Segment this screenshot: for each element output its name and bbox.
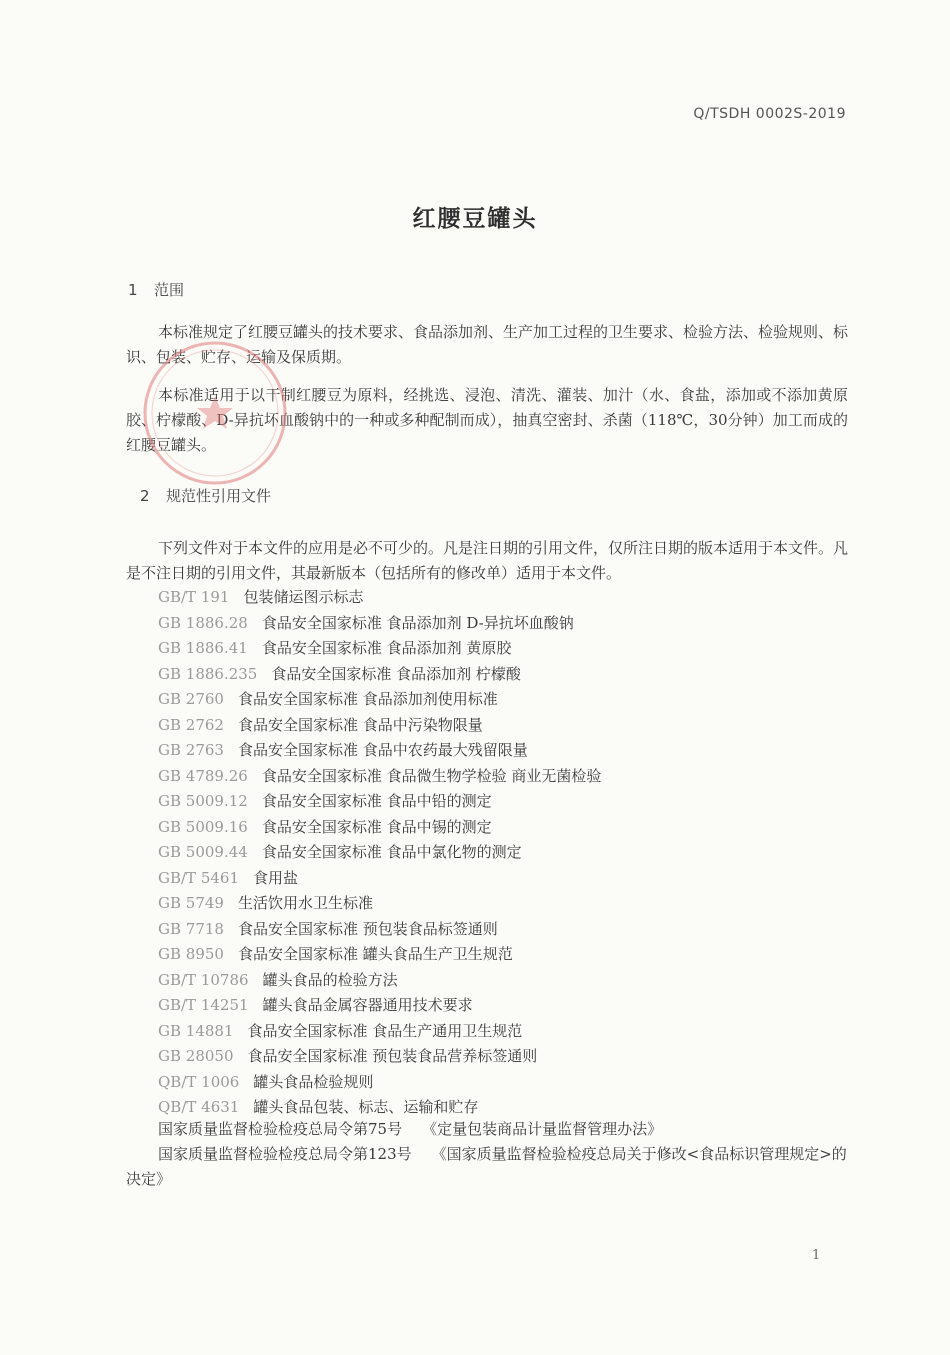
- reference-code: GB/T 14251: [158, 996, 249, 1014]
- reference-item: [158, 636, 848, 662]
- scope-paragraph-2: 本标准适用于以干制红腰豆为原料，经挑选、浸泡、清洗、灌装、加汁（水、食盐，添加或不添加黄原胶、柠檬酸、D-异抗坏血酸钠中的一种或多种配制而成），抽真空密封、杀菌（118℃，30分钟）加工而成的红腰豆罐头。: [126, 386, 848, 454]
- reference-code: QB/T 4631: [158, 1098, 240, 1116]
- decree-123: [126, 1142, 848, 1192]
- reference-name: 食品安全国家标准 罐头食品生产卫生规范: [237, 945, 513, 963]
- reference-name: 包装储运图示标志: [243, 588, 364, 606]
- section-2-title: 规范性引用文件: [166, 487, 272, 505]
- reference-code: GB 7718: [158, 919, 224, 938]
- reference-code: GB 8950: [158, 945, 224, 963]
- reference-item: [158, 585, 848, 611]
- reference-item: [158, 1070, 848, 1096]
- reference-item: [158, 917, 848, 943]
- reference-code: GB 2760: [158, 690, 224, 708]
- reference-item: [158, 840, 848, 866]
- reference-code: GB 2762: [158, 715, 224, 734]
- decree-123-title: 《国家质量监督检验检疫总局关于修改<食品标识管理规定>的决定》: [126, 1145, 847, 1188]
- reference-code: GB 4789.26: [158, 766, 248, 785]
- reference-name: 食品安全国家标准 食品添加剂使用标准: [237, 690, 498, 708]
- reference-name: 罐头食品的检验方法: [262, 970, 398, 989]
- reference-item: [158, 764, 848, 790]
- reference-code: QB/T 1006: [158, 1072, 240, 1091]
- reference-item: [158, 789, 848, 815]
- reference-code: GB 2763: [158, 741, 224, 759]
- reference-name: 罐头食品包装、标志、运输和贮存: [253, 1098, 479, 1116]
- reference-code: GB/T 191: [158, 588, 230, 606]
- reference-name: 食品安全国家标准 预包装食品营养标签通则: [247, 1047, 538, 1065]
- reference-code: GB 1886.235: [158, 664, 258, 683]
- reference-name: 食品安全国家标准 食品添加剂 D-异抗坏血酸钠: [261, 613, 574, 632]
- reference-item: [158, 1044, 848, 1070]
- reference-name: 罐头食品检验规则: [253, 1072, 374, 1091]
- reference-item: [158, 891, 848, 917]
- reference-code: GB 5009.44: [158, 843, 248, 861]
- section-1-heading: [128, 279, 184, 300]
- reference-item: [158, 866, 848, 892]
- reference-name: 食用盐: [253, 868, 299, 887]
- reference-code: GB 28050: [158, 1047, 234, 1065]
- reference-name: 食品安全国家标准 食品中锡的测定: [261, 817, 492, 836]
- reference-code: GB 5749: [158, 894, 224, 912]
- reference-item: [158, 611, 848, 637]
- reference-name: 生活饮用水卫生标准: [237, 894, 373, 912]
- reference-name: 食品安全国家标准 食品添加剂 黄原胶: [261, 639, 512, 657]
- reference-item: [158, 662, 848, 688]
- reference-name: 食品安全国家标准 食品中铅的测定: [261, 792, 492, 810]
- reference-item: [158, 1019, 848, 1045]
- reference-name: 食品安全国家标准 食品中农药最大残留限量: [237, 741, 528, 759]
- section-2-heading: [140, 485, 271, 506]
- reference-code: GB 1886.41: [158, 639, 248, 657]
- reference-code: GB 5009.12: [158, 792, 248, 810]
- reference-item: [158, 942, 848, 968]
- reference-name: 食品安全国家标准 食品生产通用卫生规范: [247, 1021, 523, 1040]
- section-1-number: 1: [128, 281, 138, 299]
- reference-name: 食品安全国家标准 食品添加剂 柠檬酸: [271, 664, 521, 683]
- page-title: 红腰豆罐头: [412, 206, 538, 232]
- section-1-title: 范围: [154, 281, 185, 299]
- reference-name: 食品安全国家标准 预包装食品标签通则: [237, 919, 498, 938]
- reference-code: GB/T 10786: [158, 970, 249, 989]
- reference-item: [158, 815, 848, 841]
- page-number: 1: [812, 1248, 821, 1263]
- reference-item: [158, 968, 848, 994]
- reference-code: GB/T 5461: [158, 868, 240, 887]
- references-intro: 下列文件对于本文件的应用是必不可少的。凡是注日期的引用文件，仅所注日期的版本适用于本文件。凡是不注日期的引用文件，其最新版本（包括所有的修改单）适用于本文件。: [126, 539, 849, 582]
- reference-item: [158, 993, 848, 1019]
- reference-code: GB 14881: [158, 1021, 234, 1040]
- reference-code: GB 5009.16: [158, 817, 248, 836]
- decree-123-issuer: 国家质量监督检验检疫总局令第123号: [158, 1145, 412, 1163]
- decree-75-issuer: 国家质量监督检验检疫总局令第75号: [158, 1120, 403, 1138]
- document-code: Q/TSDH 0002S-2019: [693, 106, 846, 122]
- reference-item: [158, 713, 848, 739]
- reference-name: 食品安全国家标准 食品中氯化物的测定: [261, 843, 522, 861]
- reference-name: 食品安全国家标准 食品中污染物限量: [237, 715, 483, 734]
- decree-75-title: 《定量包装商品计量监督管理办法》: [422, 1120, 663, 1138]
- scope-paragraph-1: 本标准规定了红腰豆罐头的技术要求、食品添加剂、生产加工过程的卫生要求、检验方法、检验规则、标识、包装、贮存、运输及保质期。: [126, 323, 849, 366]
- reference-name: 罐头食品金属容器通用技术要求: [262, 996, 473, 1014]
- reference-code: GB 1886.28: [158, 613, 248, 632]
- reference-name: 食品安全国家标准 食品微生物学检验 商业无菌检验: [261, 766, 602, 785]
- decree-75: [126, 1117, 848, 1142]
- reference-item: [158, 738, 848, 764]
- section-2-number: 2: [140, 487, 150, 505]
- reference-list: [158, 585, 848, 1121]
- reference-item: [158, 687, 848, 713]
